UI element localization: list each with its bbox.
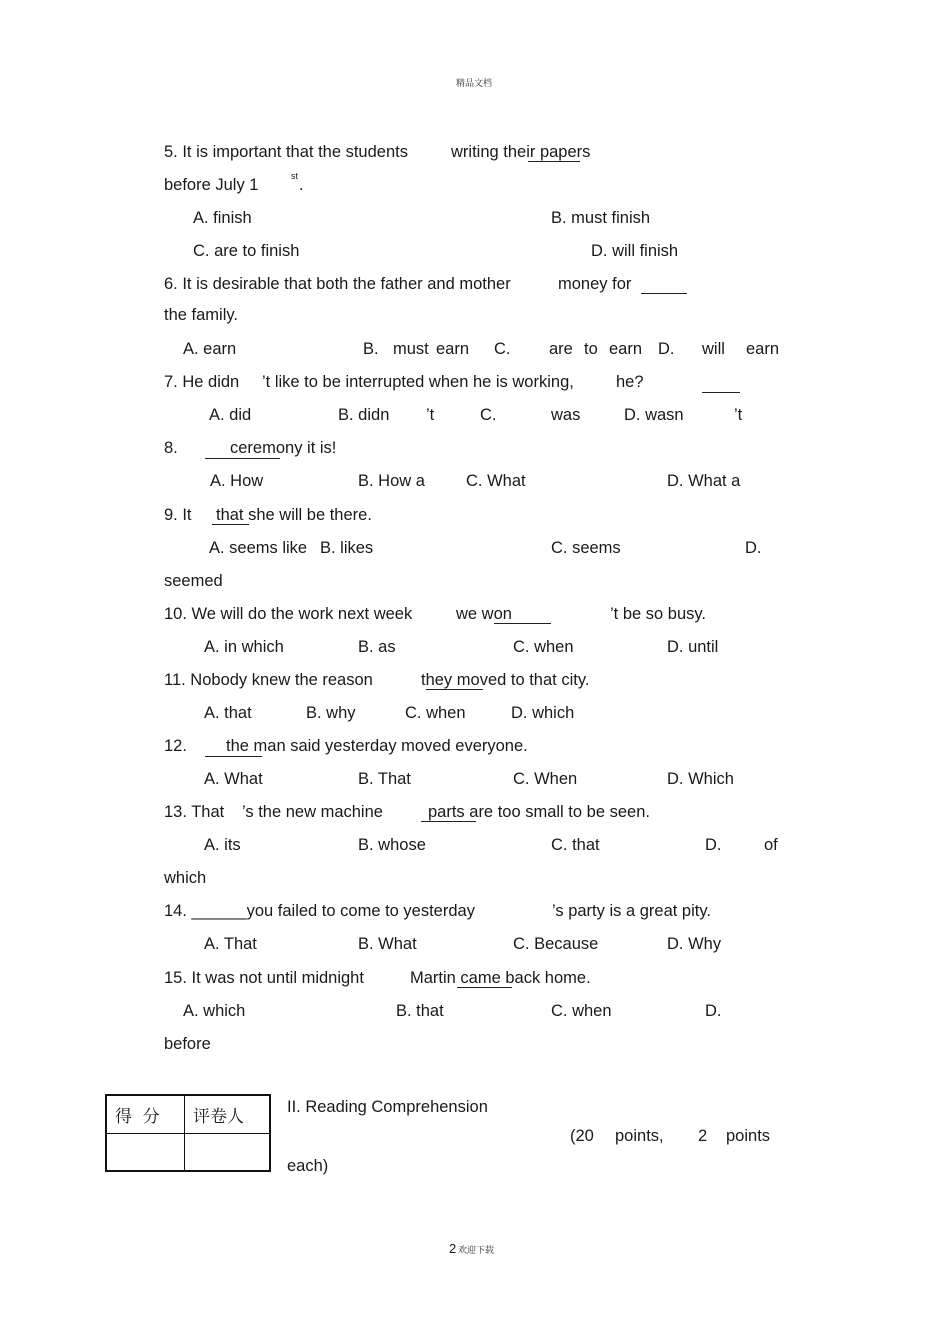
q5-stem-line2: before July 1 [164,176,259,194]
grader-label: 评卷人 [193,1107,244,1127]
q13-stem-cont: ’s the new machine [242,803,383,821]
q7-option-d: D. wasn [624,406,684,424]
q11-option-d: D. which [511,704,575,722]
q11-option-c: C. when [405,704,466,722]
q14-stem: 14. ______you failed to come to yesterday [164,902,475,920]
q10-option-a: A. in which [204,638,284,656]
q15-option-b: B. that [396,1002,444,1020]
section-2-points-each-value: 2 [698,1127,708,1145]
q14-option-a: A. That [204,935,257,953]
q5-stem-cont: writing their papers [451,143,591,161]
q8-option-c: C. What [466,472,526,490]
q13-option-d-letter: D. [705,836,722,854]
q7-option-a: A. did [209,406,252,424]
q7-stem: 7. He didn [164,373,240,391]
q8-number: 8. [164,439,178,457]
q15-stem-cont: Martin came back home. [410,969,591,987]
q12-option-b: B. That [358,770,411,788]
q6-option-d-word2: earn [746,340,780,358]
q13-stem-end: parts are too small to be seen. [428,803,650,821]
q10-stem-end: ’t be so busy. [610,605,706,623]
q5-option-c: C. are to finish [193,242,300,260]
section-2-points-total: (20 [570,1127,594,1145]
q13-option-a: A. its [204,836,241,854]
q6-option-c-word2: to [584,340,598,358]
q5-superscript: st [291,171,299,181]
q9-option-c: C. seems [551,539,621,557]
answer-blank [426,689,483,690]
q11-option-b: B. why [306,704,356,722]
section-2-points-each: each) [287,1157,329,1175]
footer-welcome: 欢迎下载 [458,1245,495,1255]
page-number: 2 [449,1241,457,1256]
q10-option-b: B. as [358,638,396,656]
q6-option-b-word1: must [393,340,429,358]
q6-option-c-letter: C. [494,340,511,358]
q13-option-d-word: of [764,836,778,854]
q10-option-c: C. when [513,638,574,656]
answer-blank [494,623,551,624]
answer-blank [528,161,580,162]
q11-stem: 11. Nobody knew the reason [164,671,373,689]
q12-option-c: C. When [513,770,578,788]
q9-option-b: B. likes [320,539,374,557]
q12-stem: the man said yesterday moved everyone. [226,737,528,755]
section-2-points-word: points, [615,1127,664,1145]
q6-option-d-word1: will [702,340,725,358]
q5-period: . [299,176,304,194]
q15-option-a: A. which [183,1002,246,1020]
section-2-title: II. Reading Comprehension [287,1098,488,1116]
q12-option-d: D. Which [667,770,734,788]
q6-option-b-letter: B. [363,340,379,358]
q9-stem-cont: that she will be there. [216,506,372,524]
q5-stem: 5. It is important that the students [164,143,408,161]
header-watermark: 精品文档 [456,78,493,88]
q9-option-d: D. [745,539,762,557]
q8-option-a: A. How [210,472,264,490]
q13-option-d-cont: which [164,869,207,887]
q15-option-d: D. [705,1002,722,1020]
q12-option-a: A. What [204,770,263,788]
q13-option-b: B. whose [358,836,426,854]
q7-option-d-suffix: ’t [734,406,743,424]
answer-blank [205,756,262,757]
q5-option-a: A. finish [193,209,252,227]
q14-option-d: D. Why [667,935,722,953]
q13-stem: 13. That [164,803,225,821]
q6-option-a: A. earn [183,340,237,358]
q8-option-b: B. How a [358,472,425,490]
q6-stem-cont: money for [558,275,632,293]
q7-option-b: B. didn [338,406,390,424]
q13-option-c: C. that [551,836,600,854]
score-table-column-divider [184,1096,185,1170]
answer-blank [457,987,512,988]
q11-option-a: A. that [204,704,252,722]
q7-option-c-letter: C. [480,406,497,424]
answer-blank [205,458,280,459]
q10-stem-cont: we won [456,605,512,623]
answer-blank [641,293,687,294]
q9-option-a: A. seems like [209,539,308,557]
q14-stem-cont: ’s party is a great pity. [552,902,711,920]
q6-option-d-letter: D. [658,340,675,358]
q7-option-c-word: was [551,406,581,424]
q7-option-b-suffix: ’t [426,406,435,424]
q6-option-c-word3: earn [609,340,643,358]
q6-stem: 6. It is desirable that both the father and mother [164,275,511,293]
q7-stem-tag: he? [616,373,644,391]
section-2-points-word-2: points [726,1127,771,1145]
score-table-row-divider [107,1133,269,1134]
score-table [105,1094,271,1172]
score-label: 得 分 [115,1107,160,1127]
q9-option-d-cont: seemed [164,572,223,590]
answer-blank [702,392,740,393]
q9-stem: 9. It [164,506,192,524]
q8-stem: ceremony it is! [230,439,337,457]
q15-option-c: C. when [551,1002,612,1020]
q6-option-b-word2: earn [436,340,470,358]
q6-stem-line2: the family. [164,306,238,324]
q6-option-c-word1: are [549,340,573,358]
q12-number: 12. [164,737,187,755]
q5-option-d: D. will finish [591,242,679,260]
q7-stem-cont: ’t like to be interrupted when he is working, [262,373,574,391]
q10-stem: 10. We will do the work next week [164,605,413,623]
q5-option-b: B. must finish [551,209,651,227]
q15-option-d-cont: before [164,1035,211,1053]
q14-option-c: C. Because [513,935,599,953]
q10-option-d: D. until [667,638,719,656]
q11-stem-cont: they moved to that city. [421,671,590,689]
q8-option-d: D. What a [667,472,741,490]
q14-option-b: B. What [358,935,417,953]
q15-stem: 15. It was not until midnight [164,969,364,987]
